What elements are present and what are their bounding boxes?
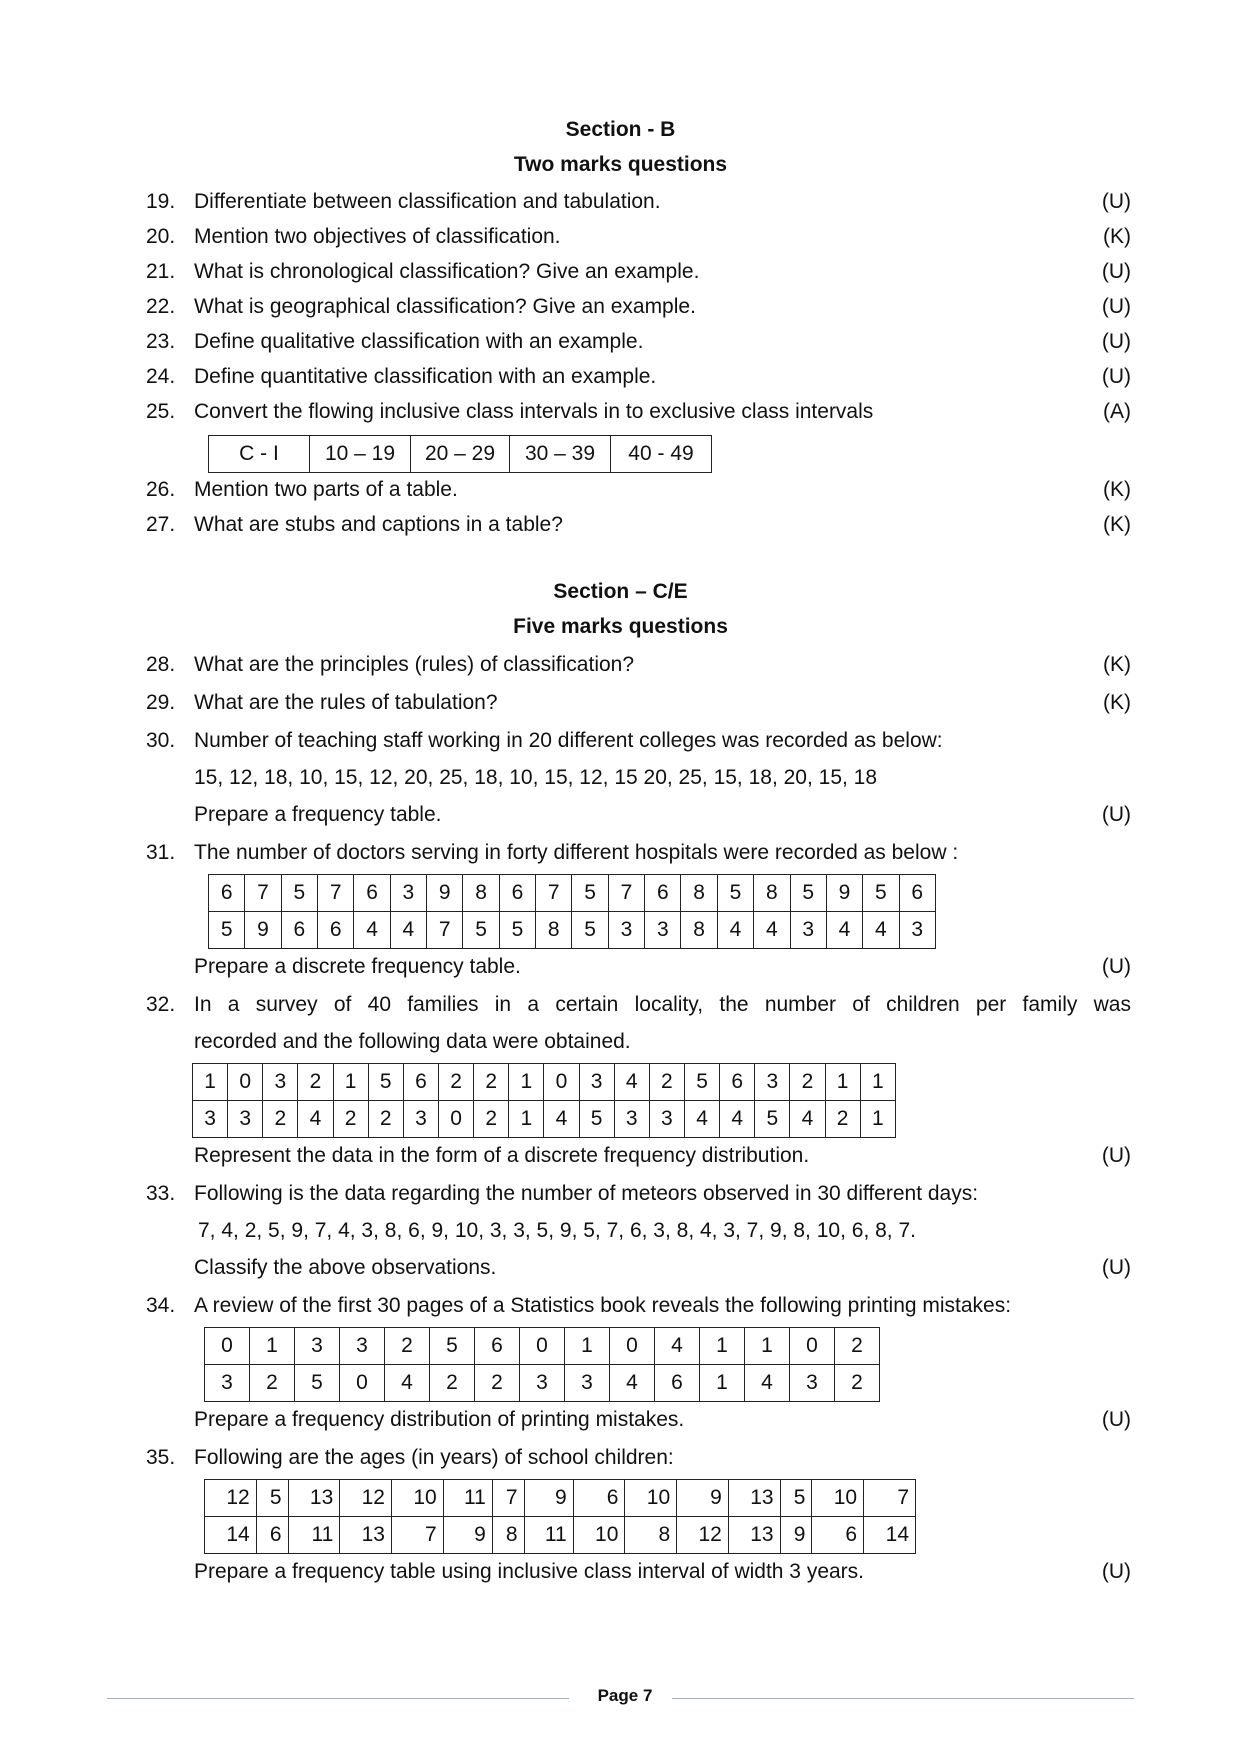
question-text: What are stubs and captions in a table? xyxy=(194,513,563,536)
table-cell: 9 xyxy=(677,1480,729,1517)
question-33 xyxy=(146,1179,1131,1209)
table-cell: 1 xyxy=(700,1365,745,1402)
table-cell: 9 xyxy=(524,1480,573,1517)
question-mark: (K) xyxy=(1103,653,1131,676)
table-cell: 5 xyxy=(717,875,753,912)
question-text: What is geographical classification? Give an example. xyxy=(194,295,696,318)
table-row xyxy=(209,436,712,473)
section-b-title: Section - B xyxy=(565,118,676,141)
table-cell: 4 xyxy=(354,912,390,949)
table-cell: 5 xyxy=(790,875,826,912)
table-cell: 0 xyxy=(544,1064,579,1101)
question-text: Define quantitative classification with an example. xyxy=(194,365,657,388)
table-cell: 2 xyxy=(474,1101,509,1138)
table-cell: 2 xyxy=(790,1064,825,1101)
table-cell: 7 xyxy=(536,875,572,912)
table-cell: 0 xyxy=(228,1064,263,1101)
question-27 xyxy=(146,510,1131,540)
table-cell: 5 xyxy=(499,912,535,949)
table-cell: 5 xyxy=(755,1101,790,1138)
table-cell: 7 xyxy=(318,875,354,912)
table-cell: 3 xyxy=(790,912,826,949)
question-number: 25. xyxy=(146,400,176,423)
question-text: What is chronological classification? Give an example. xyxy=(194,260,700,283)
table-cell: 2 xyxy=(368,1101,403,1138)
table-cell: 5 xyxy=(295,1365,340,1402)
question-text: Mention two objectives of classification. xyxy=(194,225,561,248)
question-33-mark: (U) xyxy=(1101,1256,1131,1279)
table-cell: 2 xyxy=(649,1064,684,1101)
question-text: Following are the ages (in years) of school children: xyxy=(194,1446,674,1469)
question-26 xyxy=(146,475,1131,505)
question-19 xyxy=(146,187,1131,217)
table-cell: 3 xyxy=(520,1365,565,1402)
table-cell: 4 xyxy=(385,1365,430,1402)
table-cell: 7 xyxy=(245,875,281,912)
table-cell: 5 xyxy=(430,1328,475,1365)
table-cell: 12 xyxy=(677,1517,729,1554)
table-cell: 1 xyxy=(333,1064,368,1101)
question-31 xyxy=(146,838,1131,868)
table-cell: 4 xyxy=(717,912,753,949)
table-cell: 40 - 49 xyxy=(611,436,712,473)
table-cell: 2 xyxy=(298,1064,333,1101)
table-cell: 3 xyxy=(193,1101,228,1138)
table-cell: 2 xyxy=(475,1365,520,1402)
table-cell: 8 xyxy=(463,875,499,912)
table-cell: 1 xyxy=(700,1328,745,1365)
question-mark: (U) xyxy=(1101,330,1131,353)
table-cell: 10 xyxy=(391,1480,443,1517)
table-cell: 9 xyxy=(826,875,862,912)
question-number: 23. xyxy=(146,330,176,353)
question-number: 19. xyxy=(146,190,176,213)
question-22 xyxy=(146,292,1131,322)
table-cell: 0 xyxy=(520,1328,565,1365)
table-cell: C - I xyxy=(209,436,310,473)
question-number: 24. xyxy=(146,365,176,388)
table-cell: 6 xyxy=(209,875,245,912)
table-cell: 3 xyxy=(614,1101,649,1138)
table-cell: 9 xyxy=(245,912,281,949)
question-mark: (U) xyxy=(1101,365,1131,388)
table-cell: 1 xyxy=(509,1064,544,1101)
table-cell: 3 xyxy=(755,1064,790,1101)
table-cell: 6 xyxy=(475,1328,520,1365)
table-cell: 4 xyxy=(655,1328,700,1365)
table-cell: 11 xyxy=(288,1517,340,1554)
question-34 xyxy=(146,1291,1131,1321)
question-35-instruction: Prepare a frequency table using inclusive class interval of width 3 years. xyxy=(194,1560,865,1583)
table-cell: 2 xyxy=(385,1328,430,1365)
table-cell: 1 xyxy=(509,1101,544,1138)
table-cell: 4 xyxy=(826,912,862,949)
table-cell: 13 xyxy=(340,1517,392,1554)
ages-data-table xyxy=(204,1479,916,1554)
table-cell: 5 xyxy=(463,912,499,949)
table-cell: 0 xyxy=(438,1101,473,1138)
question-35-mark: (U) xyxy=(1101,1560,1131,1583)
table-cell: 5 xyxy=(684,1064,719,1101)
table-cell: 6 xyxy=(720,1064,755,1101)
question-31-mark: (U) xyxy=(1101,955,1131,978)
table-cell: 1 xyxy=(565,1328,610,1365)
question-32-mark: (U) xyxy=(1101,1144,1131,1167)
table-cell: 13 xyxy=(728,1517,780,1554)
question-34-instruction: Prepare a frequency distribution of printing mistakes. xyxy=(194,1408,685,1431)
question-text: What are the principles (rules) of classification? xyxy=(194,653,635,676)
table-cell: 4 xyxy=(298,1101,333,1138)
question-mark: (A) xyxy=(1103,400,1131,423)
table-cell: 1 xyxy=(860,1064,895,1101)
table-cell: 4 xyxy=(745,1365,790,1402)
question-number: 20. xyxy=(146,225,176,248)
table-cell: 6 xyxy=(812,1517,864,1554)
question-number: 28. xyxy=(146,653,176,676)
question-35 xyxy=(146,1443,1131,1473)
question-text: Differentiate between classification and tabulation. xyxy=(194,190,661,213)
question-text: What are the rules of tabulation? xyxy=(194,691,498,714)
table-cell: 2 xyxy=(438,1064,473,1101)
table-cell: 7 xyxy=(492,1480,524,1517)
table-cell: 7 xyxy=(608,875,644,912)
question-text: A review of the first 30 pages of a Statistics book reveals the following printing mistakes: xyxy=(194,1294,1012,1317)
table-cell: 12 xyxy=(205,1480,257,1517)
question-30-mark: (U) xyxy=(1101,803,1131,826)
question-mark: (K) xyxy=(1103,225,1131,248)
table-cell: 7 xyxy=(864,1480,916,1517)
table-cell: 1 xyxy=(745,1328,790,1365)
table-cell: 3 xyxy=(790,1365,835,1402)
table-cell: 4 xyxy=(863,912,899,949)
table-cell: 12 xyxy=(340,1480,392,1517)
section-ce-subtitle: Five marks questions xyxy=(513,615,728,638)
table-cell: 5 xyxy=(281,875,317,912)
table-cell: 3 xyxy=(205,1365,250,1402)
footer-rule-right xyxy=(672,1698,1134,1699)
table-cell: 3 xyxy=(579,1064,614,1101)
table-cell: 3 xyxy=(228,1101,263,1138)
table-cell: 9 xyxy=(427,875,463,912)
question-25 xyxy=(146,397,1131,427)
table-row xyxy=(193,1101,896,1138)
table-cell: 2 xyxy=(474,1064,509,1101)
table-cell: 8 xyxy=(681,875,717,912)
table-cell: 11 xyxy=(443,1480,492,1517)
question-number: 30. xyxy=(146,729,176,752)
table-cell: 4 xyxy=(610,1365,655,1402)
table-cell: 1 xyxy=(860,1101,895,1138)
question-text: Number of teaching staff working in 20 different colleges was recorded as below: xyxy=(194,729,943,752)
question-32-text-continued: recorded and the following data were obtained. xyxy=(194,1030,631,1053)
table-cell: 6 xyxy=(899,875,935,912)
table-cell: 8 xyxy=(492,1517,524,1554)
table-cell: 3 xyxy=(263,1064,298,1101)
question-23 xyxy=(146,327,1131,357)
question-32-instruction: Represent the data in the form of a discrete frequency distribution. xyxy=(194,1144,810,1167)
table-row xyxy=(209,875,936,912)
table-cell: 8 xyxy=(681,912,717,949)
table-cell: 5 xyxy=(579,1101,614,1138)
class-interval-table xyxy=(208,435,712,473)
question-31-instruction: Prepare a discrete frequency table. xyxy=(194,955,521,978)
table-cell: 3 xyxy=(565,1365,610,1402)
question-number: 27. xyxy=(146,513,176,536)
table-cell: 3 xyxy=(645,912,681,949)
table-cell: 13 xyxy=(728,1480,780,1517)
table-cell: 3 xyxy=(608,912,644,949)
table-cell: 13 xyxy=(288,1480,340,1517)
table-cell: 0 xyxy=(610,1328,655,1365)
question-number: 32. xyxy=(146,993,176,1016)
table-cell: 10 xyxy=(812,1480,864,1517)
table-cell: 3 xyxy=(899,912,935,949)
question-text: Define qualitative classification with an example. xyxy=(194,330,644,353)
question-number: 21. xyxy=(146,260,176,283)
question-21 xyxy=(146,257,1131,287)
table-cell: 30 – 39 xyxy=(510,436,611,473)
table-cell: 4 xyxy=(614,1064,649,1101)
section-ce-title: Section – C/E xyxy=(553,580,688,603)
table-cell: 4 xyxy=(544,1101,579,1138)
children-data-table xyxy=(192,1063,896,1138)
table-cell: 4 xyxy=(720,1101,755,1138)
question-text: Mention two parts of a table. xyxy=(194,478,458,501)
table-cell: 1 xyxy=(250,1328,295,1365)
question-33-data: 7, 4, 2, 5, 9, 7, 4, 3, 8, 6, 9, 10, 3, 3, 5, 9, 5, 7, 6, 3, 8, 4, 3, 7, 9, 8, 10, 6, 8, 7. xyxy=(198,1219,916,1242)
table-row xyxy=(209,912,936,949)
page-number: Page 7 xyxy=(597,1686,653,1705)
table-cell: 5 xyxy=(368,1064,403,1101)
question-20 xyxy=(146,222,1131,252)
question-32-text: In a survey of 40 families in a certain locality, the number of children per family was xyxy=(194,993,1131,1016)
table-cell: 0 xyxy=(205,1328,250,1365)
table-row xyxy=(205,1480,916,1517)
section-b-subtitle: Two marks questions xyxy=(513,153,728,176)
question-29 xyxy=(146,688,1131,718)
table-cell: 3 xyxy=(649,1101,684,1138)
table-cell: 3 xyxy=(390,875,426,912)
question-text: Following is the data regarding the number of meteors observed in 30 different days: xyxy=(194,1182,979,1205)
table-cell: 1 xyxy=(825,1064,860,1101)
question-number: 35. xyxy=(146,1446,176,1469)
table-cell: 14 xyxy=(205,1517,257,1554)
table-cell: 10 xyxy=(573,1517,625,1554)
table-cell: 7 xyxy=(391,1517,443,1554)
table-cell: 20 – 29 xyxy=(411,436,510,473)
table-row xyxy=(205,1365,880,1402)
table-cell: 9 xyxy=(443,1517,492,1554)
question-number: 29. xyxy=(146,691,176,714)
table-cell: 14 xyxy=(864,1517,916,1554)
table-cell: 5 xyxy=(572,912,608,949)
table-cell: 8 xyxy=(536,912,572,949)
table-cell: 5 xyxy=(863,875,899,912)
footer-rule-left xyxy=(107,1698,569,1699)
table-cell: 3 xyxy=(295,1328,340,1365)
table-row xyxy=(193,1064,896,1101)
table-cell: 6 xyxy=(281,912,317,949)
question-number: 22. xyxy=(146,295,176,318)
question-text: Convert the flowing inclusive class intervals in to exclusive class intervals xyxy=(194,400,874,423)
table-cell: 8 xyxy=(754,875,790,912)
table-cell: 2 xyxy=(250,1365,295,1402)
question-30-data: 15, 12, 18, 10, 15, 12, 20, 25, 18, 10, 15, 12, 15 20, 25, 15, 18, 20, 15, 18 xyxy=(194,766,878,789)
table-cell: 0 xyxy=(340,1365,385,1402)
table-cell: 6 xyxy=(256,1517,288,1554)
question-mark: (K) xyxy=(1103,513,1131,536)
table-cell: 7 xyxy=(427,912,463,949)
table-cell: 5 xyxy=(572,875,608,912)
table-cell: 3 xyxy=(340,1328,385,1365)
table-cell: 6 xyxy=(354,875,390,912)
table-cell: 5 xyxy=(209,912,245,949)
table-cell: 10 – 19 xyxy=(310,436,411,473)
table-cell: 2 xyxy=(430,1365,475,1402)
table-cell: 4 xyxy=(684,1101,719,1138)
table-cell: 1 xyxy=(193,1064,228,1101)
table-cell: 2 xyxy=(835,1328,880,1365)
table-cell: 0 xyxy=(790,1328,835,1365)
table-cell: 2 xyxy=(263,1101,298,1138)
table-cell: 10 xyxy=(625,1480,677,1517)
table-cell: 2 xyxy=(835,1365,880,1402)
question-number: 31. xyxy=(146,841,176,864)
table-cell: 4 xyxy=(790,1101,825,1138)
table-cell: 3 xyxy=(403,1101,438,1138)
question-number: 34. xyxy=(146,1294,176,1317)
question-mark: (K) xyxy=(1103,478,1131,501)
table-cell: 6 xyxy=(318,912,354,949)
question-34-mark: (U) xyxy=(1101,1408,1131,1431)
question-28 xyxy=(146,650,1131,680)
table-row xyxy=(205,1517,916,1554)
printing-mistakes-table xyxy=(204,1327,880,1402)
question-30-instruction: Prepare a frequency table. xyxy=(194,803,442,826)
question-mark: (U) xyxy=(1101,260,1131,283)
question-mark: (K) xyxy=(1103,691,1131,714)
table-cell: 6 xyxy=(499,875,535,912)
table-cell: 6 xyxy=(655,1365,700,1402)
question-33-instruction: Classify the above observations. xyxy=(194,1256,497,1279)
question-number: 33. xyxy=(146,1182,176,1205)
table-cell: 9 xyxy=(780,1517,812,1554)
table-cell: 6 xyxy=(403,1064,438,1101)
table-cell: 4 xyxy=(390,912,426,949)
table-cell: 6 xyxy=(573,1480,625,1517)
question-text: The number of doctors serving in forty different hospitals were recorded as below : xyxy=(194,841,959,864)
doctors-data-table xyxy=(208,874,936,949)
table-cell: 2 xyxy=(825,1101,860,1138)
table-cell: 4 xyxy=(754,912,790,949)
table-row xyxy=(205,1328,880,1365)
table-cell: 5 xyxy=(780,1480,812,1517)
question-mark: (U) xyxy=(1101,295,1131,318)
table-cell: 6 xyxy=(645,875,681,912)
table-cell: 5 xyxy=(256,1480,288,1517)
table-cell: 2 xyxy=(333,1101,368,1138)
table-cell: 11 xyxy=(524,1517,573,1554)
table-cell: 8 xyxy=(625,1517,677,1554)
question-mark: (U) xyxy=(1101,190,1131,213)
question-30 xyxy=(146,726,1131,756)
question-number: 26. xyxy=(146,478,176,501)
question-24 xyxy=(146,362,1131,392)
